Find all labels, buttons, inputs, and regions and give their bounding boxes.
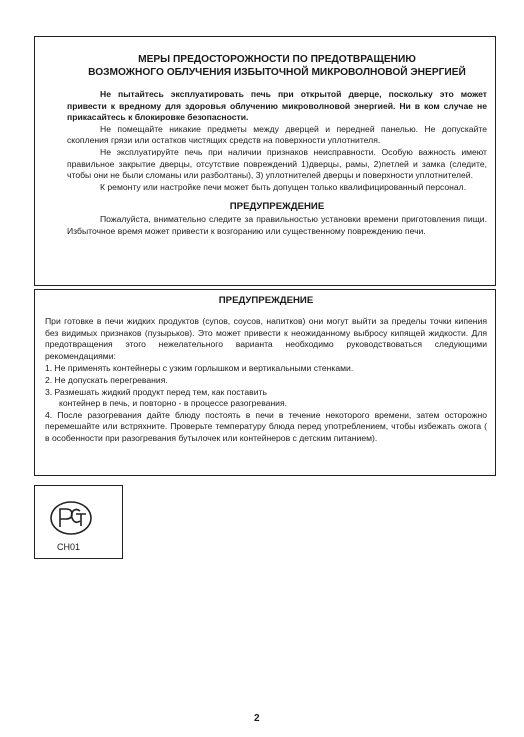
precautions-content xyxy=(67,53,487,238)
precautions-paragraph-4: К ремонту или настройке печи может быть допущен только квалифицированный персонал. xyxy=(100,181,467,192)
page-number: 2 xyxy=(254,713,260,724)
warning-item-3-continued: контейнер в печь, и повторно - в процессе разогревания. xyxy=(59,398,288,409)
precautions-box xyxy=(34,36,496,286)
warning-intro: При готовке в печи жидких продуктов (супов, соусов, напитков) они могут выйти за пределы точки кипения без видимых признаков (пузырьков). Это может привести к неожиданному выбросу кипящей жидкости. Для предотвращения этого нежелательного варианта необходимо руководствоваться следующими рекомендациями: xyxy=(45,316,487,361)
precautions-title-line1: МЕРЫ ПРЕДОСТОРОЖНОСТИ ПО ПРЕДОТВРАЩЕНИЮ xyxy=(138,54,416,65)
warning-item-2: 2. Не допускать перегревания. xyxy=(45,374,168,385)
precautions-title-line2: ВОЗМОЖНОГО ОБЛУЧЕНИЯ ИЗБЫТОЧНОЙ МИКРОВОЛНОВОЙ ЭНЕРГИЕЙ xyxy=(88,67,466,78)
precautions-paragraph-2: Не помещайте никакие предметы между дверцей и передней панелью. Не допускайте скопления грязи или остатков чистящих средств на поверхности уплотнителя. xyxy=(67,123,487,146)
liquid-warning-box xyxy=(34,289,496,476)
warning-item-3: 3. Размешать жидкий продукт перед тем, как поставить xyxy=(45,386,267,397)
certification-code: CH01 xyxy=(57,542,81,552)
warning-item-1: 1. Не применять контейнеры с узким горлышком и вертикальными стенками. xyxy=(45,363,354,374)
liquid-warning-content xyxy=(45,295,487,445)
warning-title-2: ПРЕДУПРЕЖДЕНИЕ xyxy=(218,295,314,306)
warning-title-1: ПРЕДУПРЕЖДЕНИЕ xyxy=(229,201,325,213)
warning-item-4: 4. После разогревания дайте блюду постоять в печи в течение некоторого времени, затем осторожно перемешайте или встряхните. Проверьте температуру блюда перед употреблением, чтобы избежать ожога ( в особенности при разогревания бутылочек или контейнеров с детским питанием). xyxy=(45,409,487,443)
warning-text-1: Пожалуйста, внимательно следите за правильностью установки времени приготовления пищи. Избыточное время может привести к возгоранию или существенному повреждению печи. xyxy=(67,214,487,236)
precautions-paragraph-3: Не эксплуатируйте печь при наличии признаков неисправности. Особую важность имеют правильное закрытие дверцы, отсутствие повреждений 1)дверцы, рамы, 2)петлей и замка (следите, чтобы они не были сломаны или разболтаны), 3) уплотнителей дверцы и поверхности уплотнителей. xyxy=(67,146,487,181)
precautions-paragraph-1: Не пытайтесь эксплуатировать печь при открытой дверце, поскольку это может привести к вредному для здоровья облучению микроволновой энергией. Ни в ком случае не прикасайтесь к блокировке безопасности. xyxy=(67,89,487,123)
certification-box xyxy=(34,485,123,559)
certification-logo-icon xyxy=(49,500,93,536)
